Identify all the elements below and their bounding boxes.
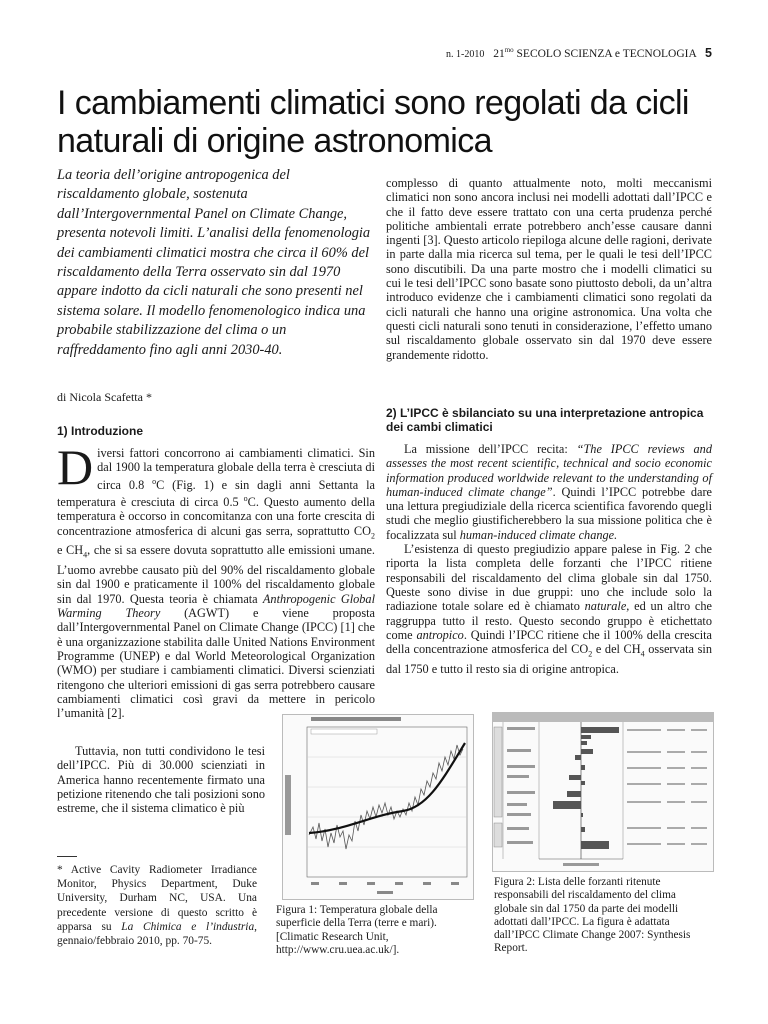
text-run: . Quindi l’IPCC ritiene che il 100% della crescita della concentrazione atmosferica del CO [386,627,712,657]
magazine-number: 21 [493,48,505,60]
figure-2-image [493,713,713,871]
italic-term: human-induced climate change. [459,527,618,542]
subscript: 2 [588,649,593,659]
italic-term: antropico [416,627,464,642]
italic-term: Anthropogenic Global Warming Theory [57,591,375,621]
figure-2-caption: Figura 2: Lista delle forzanti ritenute responsabili del riscaldamento del clima globale sin dal 1750 da parte dei modelli adottati dall’IPCC. La figura è adattata dall’IPCC Climate Change 2007: Synthesis Report. [494,876,691,955]
subscript: 4 [83,550,88,560]
text-run: (AGWT) e viene proposta dall’Intergovernmental Panel on Climate Change (IPCC) [1] che è una organizzazione stabilita dalle United Nations Environment Programme (UNEP) e dal World Meteorological Organization (WMO) per studiare i cambiamenti climatici. Diversi scienziati ritengono che ulteriori emissioni di gas serra potrebbero causare cambiamenti climatici così gravi da mettere in pericolo l’umanità [2]. [57,606,375,721]
figure-1-temperature-chart [282,714,474,900]
article-title: I cambiamenti climatici sono regolati da cicli naturali di origine astronomica [57,84,689,160]
ipcc-quote: “The IPCC reviews and assesses the most recent scientific, technical and socio economic information produced worldwide relevant to the understanding of human-induced climate change” [386,442,712,499]
section1-body [57,439,375,721]
text-run: . Quindi l’IPCC potrebbe dare una lettura pregiudiziale della ricerca scientifica favorendo quegli studi che meglio giustificherebbero la sua missione politica che è focalizzata sul [386,484,713,542]
magazine-name: SECOLO SCIENZA e TECNOLOGIA [516,48,697,60]
running-header [386,46,712,60]
degree-sup: o [152,476,157,486]
text-run: ed un altro che raggruppa tutto il resto. Questo secondo gruppo è etichettato come [386,599,712,642]
text-run: C. Questo aumento della temperatura è occorso in concomitanza con una forte crescita di concentrazione atmosferica di alcuni gas serra, soprattutto CO [57,495,375,538]
text-run: * Active Cavity Radiometer Irradiance Monitor, Physics Department, Duke University, Durham NC, USA. Una precedente versione di questo scritto è apparsa su [57,864,257,933]
subscript: 2 [371,531,375,541]
issue-number: n. 1-2010 [445,49,485,60]
magazine-number-sup: mo [504,46,514,55]
section2-paragraph-2 [386,542,712,676]
continuation-paragraph: complesso di quanto attualmente noto, molti meccanismi climatici non sono ancora inclusi nei modelli adottati dall’IPCC e che il fatto deve essere trattato con una certa prudenza perché politiche ambientali errate potrebbero anch’esse causare danni ingenti [3]. Questo articolo riepiloga alcune delle ragioni, derivate in parte dalla mia ricerca sul tema, per le quali le tesi dell’IPCC sono discutibili. Da una parte mostro che i modelli climatici su cui le tesi dell’IPCC sono basate sono piuttosto deboli, da un’altra introduco evidenze che i cambiamenti climatici sono regolati da cicli naturali che hanno una origine astronomica. Una volta che questi cicli naturali sono tenuti in considerazione, l’effetto umano sul riscaldamento globale osservato sin dal 1970 deve essere grandemente ridotto. [386,176,712,362]
text-run: e CH [57,543,84,558]
article-abstract: La teoria dell’origine antropogenica del riscaldamento globale, sostenuta dall’Intergovernmental Panel on Climate Change, presenta notevoli limiti. L’analisi della fenomenologia dei cambiamenti climatici mostra che circa il 60% del riscaldamento della Terra osservato sin dal 1970 appare indotto da cicli naturali che sono presenti nel sistema solare. Il modello fenomenologico indica una probabile stabilizzazione del clima o un raffreddamento fino agli anni 2030-40. [57,167,371,358]
drop-cap: D [57,439,94,495]
subscript: 4 [640,649,645,659]
right-column-continuation [386,176,712,362]
section1-paragraph-2: Tuttavia, non tutti condividono le tesi dell’IPCC. Più di 30.000 scienziati in America hanno recentemente firmato una petizione ritenendo che tali posizioni sono estreme, che il sistema climatico è più [57,744,265,816]
figure-1-image [283,715,473,899]
text-run: e del CH [592,642,641,657]
section-heading-ipcc: 2) L’IPCC è sbilanciato su una interpretazione antropica dei cambi climatici [386,406,704,434]
section2-body [386,442,712,676]
italic-term: naturale, [584,599,630,614]
italic-term: La Chimica e l’industria [121,920,255,933]
figure-2-forcing-chart [492,712,714,872]
text-run: C (Fig. 1) e sin dagli anni Settanta la temperatura è cresciuta di circa 0.5 [57,477,375,510]
footnote-rule [57,856,77,857]
text-run: La missione dell’IPCC recita: [404,442,577,456]
author-footnote [57,863,257,948]
section1-paragraph-1 [57,439,375,721]
section-heading-introduction: 1) Introduzione [57,424,143,438]
figure-1-caption: Figura 1: Temperatura globale della superficie della Terra (terre e mari). [Climatic Research Unit, http://www.cru.uea.ac.uk/]. [276,904,438,956]
page-number: 5 [705,46,712,60]
text-run: iversi fattori concorrono ai cambiamenti climatici. Sin dal 1900 la temperatura globale della terra è cresciuta di circa 0.8 [97,446,375,492]
degree-sup: o [243,493,248,503]
section1-body-narrow [57,744,265,815]
text-run: , gennaio/febbraio 2010, pp. 70-75. [57,920,258,948]
text-run: L’esistenza di questo pregiudizio appare palese in Fig. 2 che riporta la lista completa delle forzanti che l’IPCC ritiene responsabili del riscaldamento del clima globale sin dal 1750. Queste sono divise in due gruppi: uno che include solo la radiazione totale solare ed è chiamato [386,542,712,614]
text-run: , che si sa essere dovuta soprattutto alle emissioni umane. L’uomo avrebbe causato più del 90% del riscaldamento globale sin dal 1900 e praticamente il 100% del riscaldamento globale sin dal 1970. Questa teoria è chiamata [57,543,375,606]
section2-paragraph-1 [386,442,712,542]
text-run: osservata sin dal 1750 e tutto il resto sia di origine antropica. [386,642,712,676]
article-author: di Nicola Scafetta * [57,390,152,404]
